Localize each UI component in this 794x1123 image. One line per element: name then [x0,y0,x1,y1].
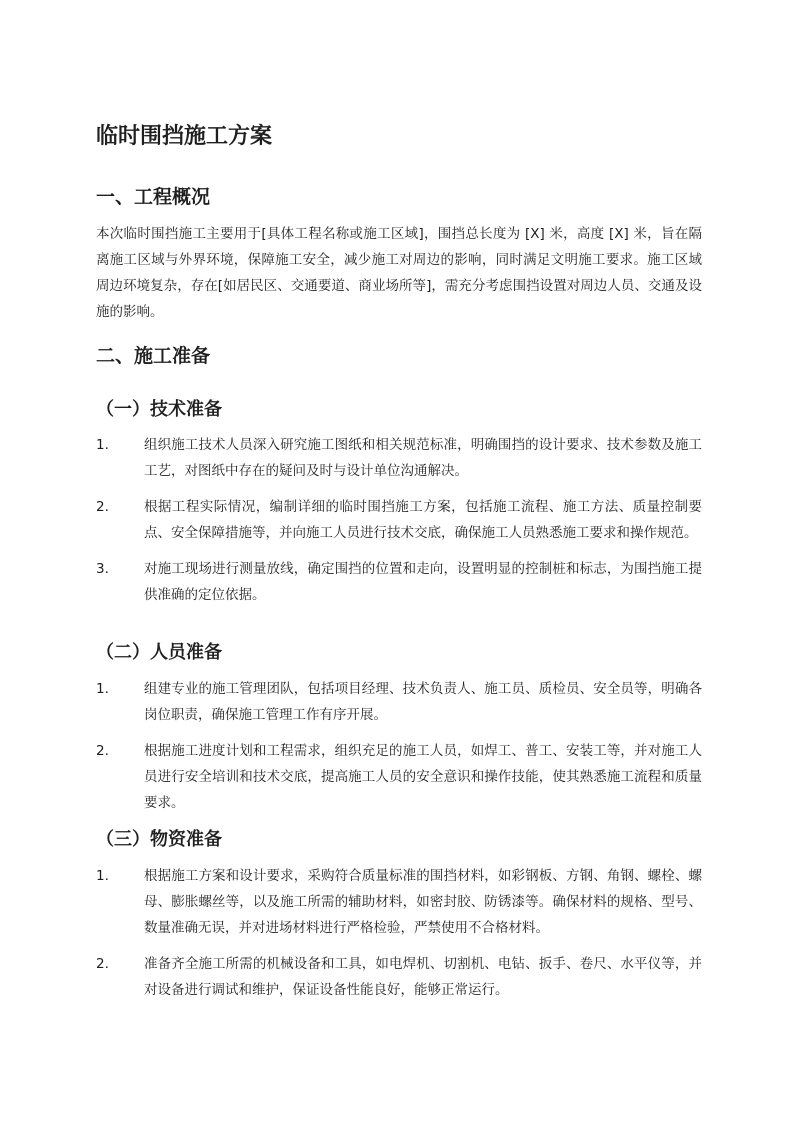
list-item-number: 1. [96,437,109,453]
subsection-heading-personnel: （二）人员准备 [96,642,222,663]
subsection-heading-materials: （三）物资准备 [96,829,222,850]
list-item-text: 准备齐全施工所需的机械设备和工具，如电焊机、切割机、电钻、扳手、卷尺、水平仪等，并对设备进行调试和维护，保证设备性能良好，能够正常运行。 [144,956,702,998]
list-item-number: 2. [96,499,109,515]
list-item-text: 根据施工进度计划和工程需求，组织充足的施工人员，如焊工、普工、安装工等，并对施工人员进行安全培训和技术交底，提高施工人员的安全意识和操作技能，使其熟悉施工流程和质量要求。 [144,743,702,811]
list-item [96,556,702,608]
list-item-text: 根据工程实际情况，编制详细的临时围挡施工方案，包括施工流程、施工方法、质量控制要点、安全保障措施等，并向施工人员进行技术交底，确保施工人员熟悉施工要求和操作规范。 [144,499,702,541]
list-item-number: 2. [96,743,109,759]
list-item-number: 1. [96,681,109,697]
list-item-text: 对施工现场进行测量放线，确定围挡的位置和走向，设置明显的控制桩和标志，为围挡施工提供准确的定位依据。 [144,561,702,603]
list-item [96,738,702,816]
list-item [96,676,702,728]
technical-prep-list [96,432,702,618]
list-item [96,951,702,1003]
list-item-text: 组织施工技术人员深入研究施工图纸和相关规范标准，明确围挡的设计要求、技术参数及施工工艺，对图纸中存在的疑问及时与设计单位沟通解决。 [144,437,702,479]
list-item [96,494,702,546]
list-item-text: 组建专业的施工管理团队，包括项目经理、技术负责人、施工员、质检员、安全员等，明确各岗位职责，确保施工管理工作有序开展。 [144,681,702,723]
personnel-prep-list [96,676,702,826]
materials-prep-list [96,863,702,1013]
subsection-heading-technical: （一）技术准备 [96,399,222,420]
list-item [96,863,702,941]
list-item [96,432,702,484]
list-item-text: 根据施工方案和设计要求，采购符合质量标准的围挡材料，如彩钢板、方钢、角钢、螺栓、螺母、膨胀螺丝等，以及施工所需的辅助材料，如密封胶、防锈漆等。确保材料的规格、型号、数量准确无误，并对进场材料进行严格检验，严禁使用不合格材料。 [144,868,702,936]
list-item-number: 3. [96,561,109,577]
list-item-number: 1. [96,868,109,884]
list-item-number: 2. [96,956,109,972]
document-title: 临时围挡施工方案 [96,124,273,149]
section-heading-overview: 一、工程概况 [96,186,211,208]
overview-paragraph: 本次临时围挡施工主要用于[具体工程名称或施工区域]，围挡总长度为 [X] 米，高度 [X] 米，旨在隔离施工区域与外界环境，保障施工安全，减少施工对周边的影响，同时满足文明施工要求。施工区域周边环境复杂，存在[如居民区、交通要道、商业场所等]，需充分考虑围挡设置对周边人员、交通及设施的影响。 [96,226,702,320]
section-heading-preparation: 二、施工准备 [96,345,211,367]
